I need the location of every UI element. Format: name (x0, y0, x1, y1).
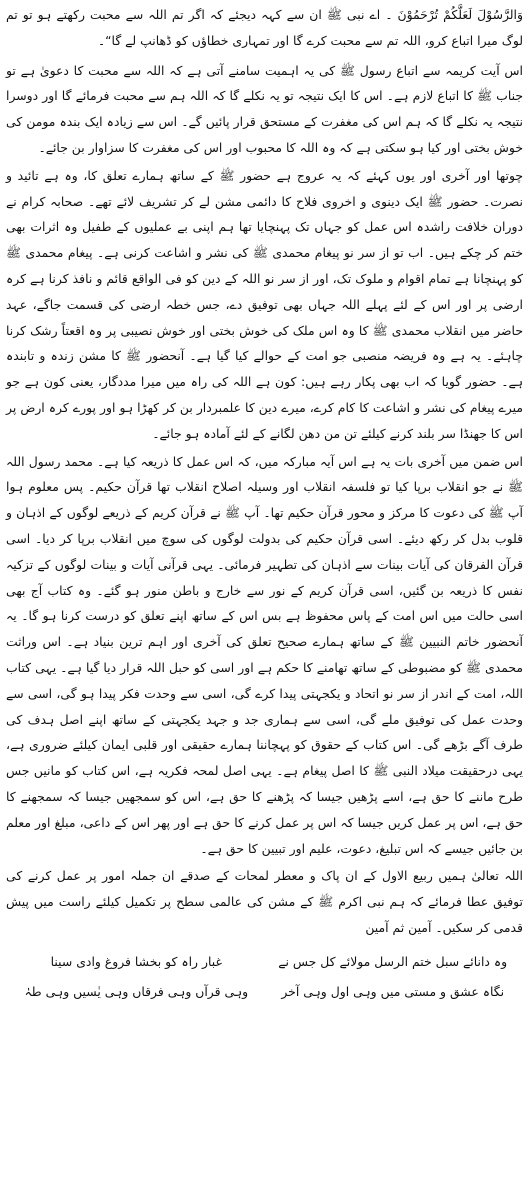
poem (6, 947, 523, 1007)
poem-line: وہ دانائے سبل ختم الرسل مولائے کل جس نے (278, 953, 508, 969)
poem-line: غبار راہ کو بخشا فروغ وادی سینا (50, 953, 222, 969)
paragraph-dua: اللہ تعالیٰ ہمیں ربیع الاول کے ان پاک و معطر لمحات کے صدقے ان جملہ امور پر عمل کرنے کی توفیق عطا فرمائے کہ ہم نبی اکرم ﷺ کے مشن کی عالمی سطح پر تکمیل کیلئے راست میں پیش قدمی کر سکیں۔ آمین ثم آمین (6, 868, 523, 935)
paragraph-ittiba-rasool: اس آیت کریمہ سے اتباع رسول ﷺ کی یہ اہمیت سامنے آتی ہے کہ اللہ سے محبت کا دعویٰ ہے تو جناب ﷺ کا اتباع لازم ہے۔ اس کا ایک نتیجہ تو یہ نکلے گا کہ اللہ ہم سے محبت فرمائے گا اور دوسرا نتیجہ یہ نکلے گا کہ ہم اس کی مغفرت کے مستحق قرار پائیں گے۔ اس سے زیادہ ایک بندہ مومن کی خوش بختی اور کیا ہو سکتی ہے کہ وہ اللہ کا محبوب اور اس کی مغفرت کا سزاوار بن جائے۔ (6, 62, 523, 155)
poem-couplet (6, 947, 523, 977)
poem-line: نگاہ عشق و مستی میں وہی اول وہی آخر (281, 983, 505, 999)
poem-couplet (6, 977, 523, 1007)
paragraph-taeed-nusrat: چوتھا اور آخری اور یوں کہئے کہ یہ عروج ہے حضور ﷺ کے ساتھ ہمارے تعلق کا، وہ ہے تائید و نصرت۔ حضور ﷺ ایک دینوی و اخروی فلاح کا دائمی مشن لے کر تشریف لائے تھے۔ صحابہ کرام نے دوران خلافت راشدہ اس عمل کو جہاں تک پہنچایا تھا ہم اپنی بے عملیوں کے طفیل وہ اثرات بھی ختم کر چکے ہیں۔ اب تو از سر نو پیغام محمدی ﷺ کی نشر و اشاعت کرنی ہے۔ پیغام محمدی ﷺ کو پہنچانا ہے تمام اقوام و ملوک تک، اور از سر نو اللہ کے دین کو فی الواقع قائم و نافذ کرنا ہے کرہ ارضی پر اور اس کے لئے پہلے اللہ جہاں بھی توفیق دے، جس خطہ ارضی کی قسمت جاگے، عہد حاضر میں انقلاب محمدی ﷺ کا وہ اس ملک کی خوش بختی اور خوش نصیبی پر وہ اقعتاً رشک کرنا چاہئے۔ یہ ہے وہ فریضہ منصبی جو امت کے حوالے کیا گیا ہے۔ آنحضور ﷺ کا مشن زندہ و تابندہ ہے۔ حضور گویا کہ اب بھی پکار رہے ہیں: کون ہے اللہ کی راہ میں میرا مددگار، یعنی کون ہے جو میرے پیغام کی نشر و اشاعت کا کام کرے، میرے دین کا علمبردار بن کر کھڑا ہو اور پورے کرہ ارض پر اس کا جھنڈا سر بلند کرنے کیلئے تن من دھن لگانے کے لئے آمادہ ہو جائے۔ (6, 167, 523, 441)
paragraph-quran-verse: وَالرَّسُوْلَ لَعَلَّكُمْ تُرْحَمُوْنَ ۔ اے نبی ﷺ ان سے کہہ دیجئے کہ اگر تم اللہ سے محبت رکھتے ہو تو تم لوگ میرا اتباع کرو، اللہ تم سے محبت کرے گا اور تمہاری خطاؤں کو ڈھانپ لے گا“۔ (6, 7, 523, 48)
paragraph-quran-hakeem: اس ضمن میں آخری بات یہ ہے اس آیہ مبارکہ میں، کہ اس عمل کا ذریعہ کیا ہے۔ محمد رسول اللہ ﷺ نے جو انقلاب برپا کیا تو فلسفہ انقلاب اور وسیلہ اصلاح انقلاب تھا قرآن حکیم۔ پس معلوم ہوا آپ ﷺ کی دعوت کا مرکز و محور قرآن حکیم تھا۔ آپ ﷺ نے قرآن کریم کے ذریعے لوگوں کے اذہان و قلوب بدل کر رکھ دیئے۔ اسی قرآن حکیم کی بدولت لوگوں کی سوچ میں انقلاب برپا کر دیا۔ اسی قرآن الفرقان کی آیات بینات سے اذہان کی تطہیر فرمائی۔ یہی قرآنی آیات و بینات لوگوں کے تزکیہ نفس کا ذریعہ بن گئیں، اسی قرآن کریم کے نور سے خارج و باطن منور ہو گئے۔ وہ کتاب آج بھی اسی حالت میں اس امت کے پاس محفوظ ہے بس اس کے ساتھ اپنے تعلق کو درست کرنا ہو گا۔ یہ آنحضور خاتم النبیین ﷺ کے ساتھ ہمارے صحیح تعلق کی آخری اور اہم ترین بنیاد ہے۔ اس وراثت محمدی ﷺ کو مضبوطی کے ساتھ تھامنے کا حکم ہے اور اسی کو حبل اللہ قرار دیا گیا ہے۔ یہی کتاب اللہ، امت کے اندر از سر نو اتحاد و یکجہتی پیدا کرے گی، اسی سے وحدت فکر پیدا ہو گی، اسی سے وحدت عمل کی توفیق ملے گی، اسی سے ہماری جد و جہد یکجہتی کے ساتھ اپنے اصل ہدف کی طرف آگے بڑھے گی۔ اس کتاب کے حقوق کو پہچاننا ہمارے حقیقی اور قلبی ایمان کیلئے ضروری ہے، یہی درحقیقت میلاد النبی ﷺ کا اصل پیغام ہے۔ یہی اصل لمحہ فکریہ ہے، اس کتاب کو مانیں جس طرح ماننے کا حق ہے، اسے پڑھیں جیسا کہ پڑھنے کا حق ہے، اس کو سمجھیں جیسا کہ سمجھنے کا حق ہے، اس پر عمل کریں جیسا کہ اس پر عمل کرنے کا حق ہے اور پھر اس کے داعی، مبلغ اور معلم بن جائیں جیسے کہ اس تبلیغ، دعوت، علیم اور تبیین کا حق ہے۔ (6, 453, 523, 856)
poem-line: وہی قرآں وہی فرقاں وہی یٰسیں وہی طہٰ (24, 983, 249, 999)
